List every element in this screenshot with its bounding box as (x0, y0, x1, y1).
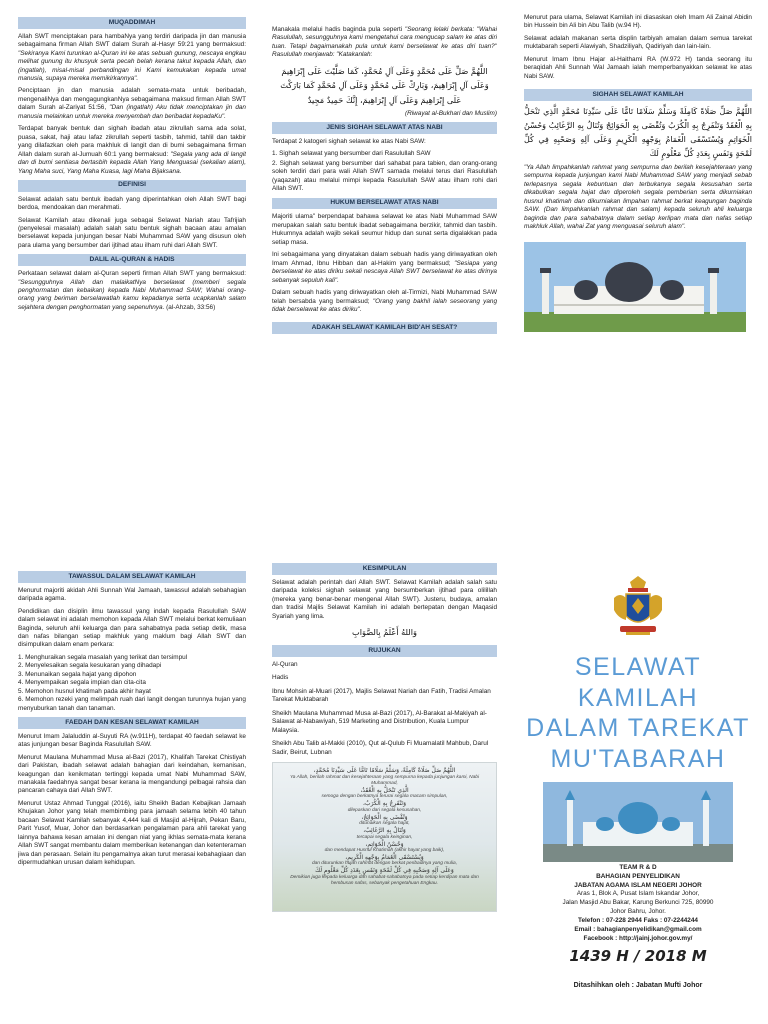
address-line: Jalan Masjid Abu Bakar, Karung Berkunci 725, 80990 (562, 899, 714, 907)
facebook: Facebook : http://jainj.johor.gov.my/ (583, 934, 693, 942)
cover-mosque-photo (543, 782, 733, 862)
paragraph: Menurut para ulama, Selawat Kamilah ini diasaskan oleh Imam Ali Zainal Abidin bin Hussein bin Ali bin Abu Talib (w.94 H). (524, 14, 752, 30)
paragraph: Menurut majoriti akidah Ahli Sunnah Wal Jamaah, tawassul adalah sebahagian daripada agama. (18, 586, 246, 603)
translation: "Ya Allah limpahkanlah rahmat yang sempurna dan berilah kesejahteraan yang sempurna kepada junjungan kami Nabi Muhammad SAW yang menjadi sebab terlepasnya segala kebuntuan dan terbukanya segala kesusahan serta dikabulkan segala hajat dan diperoleh segala pemberian serta dikurniakan husnul khatimah dan dikurniakan limpahan rahmat berkat keagungan baginda SAW. (Dan limpahkanlah rahmat dan salam) kepada seluruh ahli keluarga baginda dan para sahabatnya dalam setiap kerlipan mata dan nafas setiap makhluk Allah, wahai Zat yang menguasai seluruh alam". (524, 163, 752, 231)
poster-arabic: الَّذِي تَنْحَلُّ بِهِ الْعُقَدُ، (360, 786, 409, 794)
paragraph: Ini sebagaimana yang dinyatakan dalam sebuah hadis yang diriwayatkan oleh Imam Ahmad, Ibnu Hibban dan al-Hakim yang bermaksud; "Sesiapa yang berselawat ke atas diriku sekali nescaya Allah SWT berselawat ke atas dirinya sebanyak sepuluh kali". (272, 251, 497, 284)
poster-arabic: وَعَلَى آلِهِ وَصَحْبِهِ فِي كُلِّ لَمْحَةٍ وَنَفَسٍ بِعَدَدِ كُلِّ مَعْلُومٍ لَكَ (315, 867, 454, 875)
paragraph: Terdapat 2 katogeri sighah selawat ke atas Nabi SAW: (272, 138, 426, 145)
department: BAHAGIAN PENYELIDIKAN (596, 872, 680, 880)
poster-text: dan diturunkan hujan rahmat dengan berkat peribadinya yang mulia, (311, 861, 458, 867)
johor-crest (608, 576, 668, 638)
email: Email : bahagianpenyelidikan@gmail.com (574, 925, 702, 933)
list-item: 1. Menghuraikan segala masalah yang terikat dan tersimpul (18, 653, 188, 661)
poster-text: semoga dengan berkatnya terurai segala macam simpulan, (321, 794, 448, 800)
mosque-image (543, 782, 733, 862)
arabic-wallahu-alam: وَاللهُ أَعْلَمُ بِالصَّوَابِ (352, 626, 417, 637)
panel-muqaddimah (18, 14, 246, 514)
arabic-selawat-kamilah: اللَّهُمَّ صَلِّ صَلَاةً كَامِلَةً وَسَلِّمْ سَلَامًا تَامًّا عَلَى سَيِّدِنَا مُحَمَّدٍ الَّذِي تَنْحَلُّ بِهِ الْعُقَدُ وَتَنْفَرِجُ بِهِ الْكُرَبُ وَتُقْضَى بِهِ الْحَوَائِجُ وَتُنَالُ بِهِ الرَّغَائِبُ وَحُسْنُ الْخَوَاتِمِ وَيُسْتَسْقَى الْغَمَامُ بِوَجْهِهِ الْكَرِيمِ وَعَلَى آلِهِ وَصَحْبِهِ فِي كُلِّ لَمْحَةٍ وَنَفَسٍ بِعَدَدِ كُلِّ مَعْلُومٍ لَكَ (524, 106, 752, 158)
address-line: Johor Bahru, Johor. (610, 908, 666, 916)
section-header-faedah: FAEDAH DAN KESAN SELAWAT KAMILAH (18, 717, 246, 729)
reference-item: Ibnu Mohsin al-Muari (2017), Majlis Selawat Nariah dan Fatih, Tradisi Amalan Tarekat Muktabarah (272, 687, 491, 704)
organization-block (524, 864, 752, 943)
paragraph: Pendidikan dan disiplin ilmu tawassul yang indah kepada Rasulullah SAW dalam selawat ini adalah memohon kepada Allah SWT melalui berkat kemuliaan Baginda, seluruh ahli keluarga dan para sahabatnya pada setiap detik, masa dan nafas bilangan setiap makhluk yang maklum bagi Allah SWT dan disimpulkan dalam enam perkara: (18, 607, 246, 649)
mosque-image (524, 242, 746, 332)
mosque-photo (524, 242, 746, 332)
poster-arabic: وَتَنْفَرِجُ بِهِ الْكُرَبُ، (362, 800, 406, 808)
section-header-sighah: SIGHAH SELAWAT KAMILAH (524, 89, 752, 101)
poster-arabic: وَتُقْضَى بِهِ الْحَوَائِجُ، (361, 813, 408, 821)
list-item: 3. Menunaikan segala hajat yang dipohon (18, 670, 137, 678)
reference-item: Sheikh Maulana Muhammad Musa al-Bazi (2017), Al-Barakat al-Makiyah al-Salawat al-Nabawiyah, 519 Marketing and Distribution, Kuala Lumpur Malaysia. (272, 709, 487, 734)
panel-cover (524, 576, 752, 1024)
panel-tawassul (18, 568, 246, 1024)
arabic-selawat-ibrahimiyah: اللَّهُمَّ صَلِّ عَلَى مُحَمَّدٍ وَعَلَى آلِ مُحَمَّدٍ، كَمَا صَلَّيْتَ عَلَى إِبْرَاهِيمَ وَعَلَى آلِ إِبْرَاهِيمَ، وَبَارِكْ عَلَى مُحَمَّدٍ وَعَلَى آلِ مُحَمَّدٍ كَمَا بَارَكْتَ عَلَى إِبْرَاهِيمَ وَعَلَى آلِ إِبْرَاهِيمَ، إِنَّكَ حَمِيدٌ مَجِيدٌ (280, 65, 489, 105)
agency: JABATAN AGAMA ISLAM NEGERI JOHOR (574, 881, 702, 889)
paragraph: Majoriti ulama" berpendapat bahawa selawat ke atas Nabi Muhammad SAW merupakan salah satu bentuk ibadat sebagaimana berzikir, tahmid dan tasbih. Hukumnya adalah wajib sekali seumur hidup dan sunat serta digalakkan pada setiap masa. (272, 213, 497, 246)
selawat-poster-image (272, 762, 497, 912)
panel-hadis (272, 26, 497, 514)
paragraph: Manakala melalui hadis baginda pula seperti "Seorang lelaki berkata: "Wahai Rasulullah, sesungguhnya kami mengetahui cara mengucap salam ke atas diri tuan. Tetapi bagaimanakah pula untuk kami berselawat ke atas diri tuan?" Rasulullah menjawab: "Katakanlah: (272, 26, 497, 59)
paragraph: Allah SWT menciptakan para hambaNya yang terdiri daripada jin dan manusia sebagaimana firman Allah SWT dalam Surah al-Hasyr 59:21 yang bermaksud: "Sekiranya Kami turunkan al-Quran ini ke atas sebuah gunung, nescaya engkau melihat gunung itu khusyuk serta pecah belah kerana takut kepada Allah, dan (ingatlah), misal-misal perbandingan ini Kami kemukakan kepada umat manusia, supaya mereka memikirkannya". (18, 32, 246, 82)
paragraph: Menurut Imam Jalaluddin al-Suyuti RA (w.911H), terdapat 40 faedah selawat ke atas junjungan besar Baginda Rasulullah SAW. (18, 732, 246, 749)
verification-note: Ditashihkan oleh : Jabatan Mufti Johor (573, 982, 703, 990)
paragraph: Selawat adalah makanan serta displin tarbiyah amalan dalam semua tarekat muktabarah seperti Alawiyah, Shadziliyah, Qadiriyah dan lain-lain. (524, 34, 752, 51)
paragraph: Selawat adalah satu bentuk ibadah yang diperintahkan oleh Allah SWT bagi berdoa, mendoakan dan merahmati. (18, 195, 246, 212)
paragraph: Dalam sebuah hadis yang diriwayatkan oleh al-Tirmizi, Nabi Muhammad SAW telah bersabda yang bermaksud; "Orang yang bakhil ialah seseorang yang tidak berselawat ke atas diriku". (272, 289, 497, 313)
reference-item: Al-Quran (272, 661, 298, 669)
cover-title-line-2: KAMILAH (577, 683, 699, 712)
paragraph: Terdapat banyak bentuk dan sighah ibadah atau zikrullah sama ada solat, puasa, sakat, haji atau lafaz zikrullah seperti tasbih, tahmid, tahlil dan takbir yang dilafazkan oleh para makhluk di langit dan di bumi sebagaimana firman Allah dalam surah al-Jumuah 60:1 yang bermaksud: "Segala yang ada di langit dan di bumi sentiasa bertasbih kepada Allah Yang Menguasai (sekalian alam), Yang Maha suci, Yang Maha Kuasa, lagi Maha Bijaksana. (18, 125, 246, 175)
list-item: 6. Memohon rezeki yang melimpah ruah dari langit dengan turunnya hujan yang menyuburkan tanah dan tanaman. (18, 696, 246, 712)
address-line: Aras 1, Blok A, Pusat Islam Iskandar Johor, (576, 890, 700, 898)
poster-text: dan mendapat Husnul Khatimah (akhir hayat yang baik), (324, 848, 445, 853)
cover-title-line-4: MU'TABARAH (550, 744, 726, 773)
poster-arabic: وَتُنَالُ بِهِ الرَّغَائِبُ، (363, 827, 406, 835)
publication-year: 1439 H / 2018 M (569, 947, 707, 966)
paragraph: Menurut Maulana Muhammad Musa al-Bazi (2017), Khalifah Tarekat Chistiyah dari Pakistan, ibadah selawat adalah bahagian dari keindahan, kemanisan, keagungan dan kenikmatan tertinggi kepada umat Nabi Muhammad SAW, manakala faedahnya sangat besar kerana ia mengandungi pelbagai rahsia dan pancaran cahaya dari Allah SWT. (18, 753, 246, 795)
poster-text: tercapai segala keinginan, (356, 834, 413, 840)
phone-fax: Telefon : 07-228 2944 Faks : 07-2244244 (578, 916, 698, 924)
panel-sighah (524, 14, 752, 514)
cover-title-line-3: DALAM TAREKAT (526, 714, 750, 742)
team-name: TEAM R & D (619, 864, 657, 871)
poster-arabic: وَيُسْتَسْقَى الْغَمَامُ بِوَجْهِهِ الْكَرِيمِ، (345, 853, 424, 861)
list-item: 4. Menyempaikan segala impian dan cita-cita (18, 679, 146, 687)
panel-kesimpulan (272, 560, 497, 1024)
reference-list (272, 661, 497, 757)
reference-item: Sheikh Abu Talib al-Makki (2010), Qut al-Qulub Fi Muamalatil Mahbub, Darul Sadir, Beirut, Lubnan (272, 740, 489, 756)
paragraph: Selawat Kamilah atau dikenali juga sebagai Selawat Nariah atau Tafrijiah (penyelesai masalah) adalah salah satu bentuk sighah bacaan atau amalan berselawat kepada junjungan besar Nabi Muhammad SAW yang disusun oleh para ulama yang bersumber dari ijtihad atau ilham ruhi dari Allah SWT. (18, 216, 246, 249)
section-header-rujukan: RUJUKAN (272, 645, 497, 657)
cover-title-line-1: SELAWAT (574, 653, 702, 681)
poster-text: dilepaskan dari segala kesusahan, (347, 807, 422, 813)
paragraph: 2. Sighah selawat yang bersumber dari sahabat para tabien, dan orang-orang soleh terdiri dari para wali Allah SWT samada melalui terus dari Rasulullah (yaqazah) atau melalui mimpi kepada Rasulullah SAW atau ilham rohi dari Allah SWT. (272, 159, 497, 193)
paragraph: Perkataan selawat dalam al-Quran seperti firman Allah SWT yang bermaksud: "Sesungguhnya Allah dan malaikatNya berselawat (memberi segala penghormatan dan kebaikan) kepada Nabi Muhammad SAW; Wahai orang-orang yang beriman berselawatlah kamu kepadanya serta ucapkanlah salam sejahtera dengan penghormatan yang sepenuhnya. (al-Ahzab, 33:56) (18, 270, 246, 311)
section-header-hukum: HUKUM BERSELAWAT ATAS NABI (272, 198, 497, 210)
section-header-dalil: DALIL AL-QURAN & HADIS (18, 254, 246, 266)
poster-text: Ya Allah, berilah rahmat dan kesejahteraan yang sempurna kepada junjungan kami, Nabi Muhammad, (289, 774, 480, 786)
paragraph: Menurut Imam Ibnu Hajar al-Haithami RA (W.972 H) tanda seorang itu beraqidah Ahli Sunnah Wal Jamaah ialah memperbanyakkan selawat ke atas Nabi SAW. (524, 55, 752, 80)
list-item: 5. Memohon husnul khatimah pada akhir hayat (18, 687, 151, 695)
section-header-jenis: JENIS SIGHAH SELAWAT ATAS NABI (272, 122, 497, 134)
section-header-bidah: ADAKAH SELAWAT KAMILAH BID'AH SESAT? (272, 322, 497, 334)
poster-arabic: وَحُسْنُ الْخَوَاتِمِ، (365, 840, 404, 848)
list-item: 2. Menyelesaikan segala kesukaran yang dihadapi (18, 662, 162, 670)
section-header-tawassul: TAWASSUL DALAM SELAWAT KAMILAH (18, 571, 246, 583)
paragraph: Selawat adalah perintah dari Allah SWT. Selawat Kamilah adalah salah satu daripada koleksi sighah selawat yang bersumberkan ijtihad para olilillah (mereka yang benar-benar mengenal Allah SWT). Justeru, budaya, amalan dan tradisi Majlis Selawat Kamilah ini adalah bertepatan dengan Maqasid Syariah yang lima. (272, 578, 497, 620)
section-header-kesimpulan: KESIMPULAN (272, 563, 497, 575)
section-header-muqaddimah: MUQADDIMAH (18, 17, 246, 29)
poster-text: Demikian juga kepada keluarga dan sahabat-sahabatnya pada setiap kerdipan mata dan hembusan nafas, sebanyak pengetahuan Engkau. (290, 874, 479, 886)
poster-arabic: اللَّهُمَّ صَلِّ صَلَاةً كَامِلَةً، وَسَلِّمْ سَلَامًا تَامًّا عَلَى سَيِّدِنَا مُحَمَّدٍ، (313, 767, 456, 775)
section-header-definisi: DEFINISI (18, 180, 246, 192)
hadith-source: (Riwayat al-Bukhari dan Muslim) (405, 109, 497, 117)
paragraph: Menurut Ustaz Ahmad Tunggal (2016), iaitu Sheikh Badan Kebajikan Jamaah Khujakan Johor yang telah membimbing para jamaah selama lebih 40 tahun bacaan Selawat Kamilah sebanyak 4,444 kali di Masjid al-Hijrah, Pekan Baru, Parit Yusof, Muar, Johor dan berdasarkan pengalaman para ahli tarekat yang lainnya bahawa kesan amalan ini dengan niat yang ikhlas semata-mata kerana Allah SWT sangat membantu dalam memberikan ketenangan dan ketenteraman jiwa dan perasaan. Selain itu pengamalnya akan turut merasai kebahagiaan dan dipermudahkan urusan dalam kehidupan. (18, 799, 246, 867)
paragraph: Penciptaan jin dan manusia adalah semata-mata untuk beribadah, mengenaliNya dan mengagungkanNya sebagaimana maksud firman Allah SWT dalam Surah al-Zariyat 51:56, "Dan (ingatlah) Aku tidak menciptakan jin dan manusia melainkan untuk mereka menyembah dan beribadat kepadaKu". (18, 87, 246, 120)
reference-item: Hadis (272, 674, 289, 682)
crest-icon (608, 576, 668, 638)
poster-text: ditunaikan segala hajat, (359, 821, 410, 827)
paragraph: 1. Sighah selawat yang bersumber dari Rasulullah SAW (272, 150, 431, 158)
